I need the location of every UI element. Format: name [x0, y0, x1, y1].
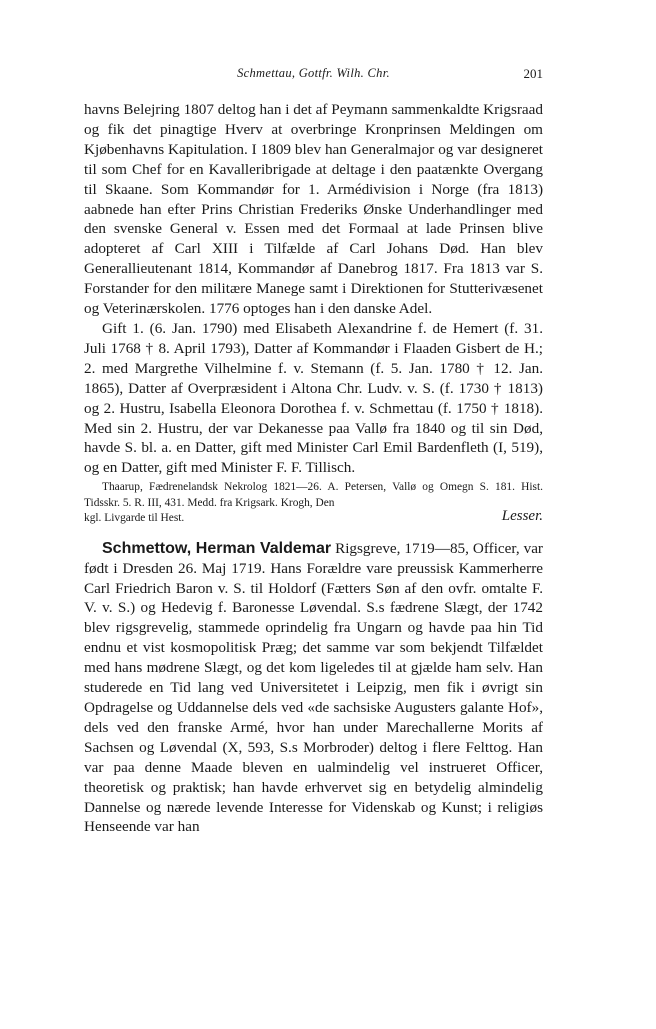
entry-headword: Schmettow, Herman Valdemar	[102, 539, 332, 557]
paragraph-continuation: havns Belejring 1807 deltog han i det af Peymann sammenkaldte Krigsraad og fik det pinagtige Hverv at overbringe Kronprinsen Meldingen om Kjøbenhavns Kapitulation. I 1809 blev han Generalmajor og var designeret til som Chef for en Kavalleribrigade at deltage i den paatænkte Overgang til Skaane. Som Kommandør for 1. Armédivision i Norge (fra 1813) aabnede han efter Prins Christian Frederiks Ønske Underhandlinger med den svenske General v. Essen med det Formaal at lade Prinsen blive adopteret af Carl XIII i Tilfælde af Carl Johans Død. Han blev Generallieutenant 1814, Kommandør af Danebrog 1817. Fra 1813 var S. Forstander for den militære Manege samt i Direktionen for Stutterivæsenet og Veterinærskolen. 1776 optoges han i den danske Adel.	[84, 101, 543, 318]
author-signature: Lesser.	[501, 508, 543, 525]
page-number: 201	[523, 66, 543, 81]
references-last-line: kgl. Livgarde til Hest.	[84, 512, 185, 525]
references-signature-line	[84, 508, 543, 527]
body-text	[84, 100, 543, 837]
entry-schmettow	[84, 539, 543, 838]
running-title: Schmettau, Gottfr. Wilh. Chr.	[237, 66, 390, 80]
entry-text: Rigsgreve, 1719—85, Officer, var født i Dresden 26. Maj 1719. Hans Forældre vare preussisk Kammerherre Carl Friedrich Baron v. S. til Holdorf (Fætters Søn af den ovfr. omtalte F. V. v. S.) og Hedevig f. Baronesse Løvendal. S.s fædrene Slægt, der 1742 blev rigsgrevelig, stammede oprindelig fra Ungarn og havde paa hin Tid endnu et vist kosmopolitisk Præg; det samme var som bekjendt Tilfældet med hans mødrene Slægt, og det kom ligeledes til at gjælde ham selv. Han studerede en Tid lang ved Universitetet i Leipzig, men fik i øvrigt sin Opdragelse og Uddannelse dels ved «de sachsiske Augusters galante Hof», dels ved den franske Armé, hvor han under Marechallerne Morits af Sachsen og Løvendal (X, 593, S.s Morbroder) deltog i flere Felttog. Han var paa denne Maade bleven en ualmindelig vel instrueret Officer, theoretisk og praktisk; han havde erhvervet sig en betydelig almindelig Dannelse og nærede levende Interesse for Videnskab og Kunst; i religiøs Henseende var han	[84, 539, 543, 836]
running-head	[84, 62, 543, 82]
references: Thaarup, Fædrenelandsk Nekrolog 1821—26. A. Petersen, Vallø og Omegn S. 181. Hist. Tidsskr. 5. R. III, 431. Medd. fra Krigsark. Krogh, Den	[84, 481, 543, 509]
document-page	[84, 62, 543, 837]
paragraph-marriages: Gift 1. (6. Jan. 1790) med Elisabeth Alexandrine f. de Hemert (f. 31. Juli 1768 † 8. April 1793), Datter af Kommandør i Flaaden Gisbert de H.; 2. med Margrethe Vilhelmine f. v. Stemann (f. 5. Jan. 1780 † 12. Jan. 1865), Datter af Overpræsident i Altona Chr. Ludv. v. S. (f. 1730 † 1813) og 2. Hustru, Isabella Eleonora Dorothea f. v. Schmettau (f. 1750 † 1818). Med sin 2. Hustru, der var Dekanesse paa Vallø fra 1840 og til sin Død, havde S. bl. a. en Datter, gift med Minister Carl Emil Bardenfleth (I, 519), og en Datter, gift med Minister F. F. Tillisch.	[84, 319, 543, 477]
